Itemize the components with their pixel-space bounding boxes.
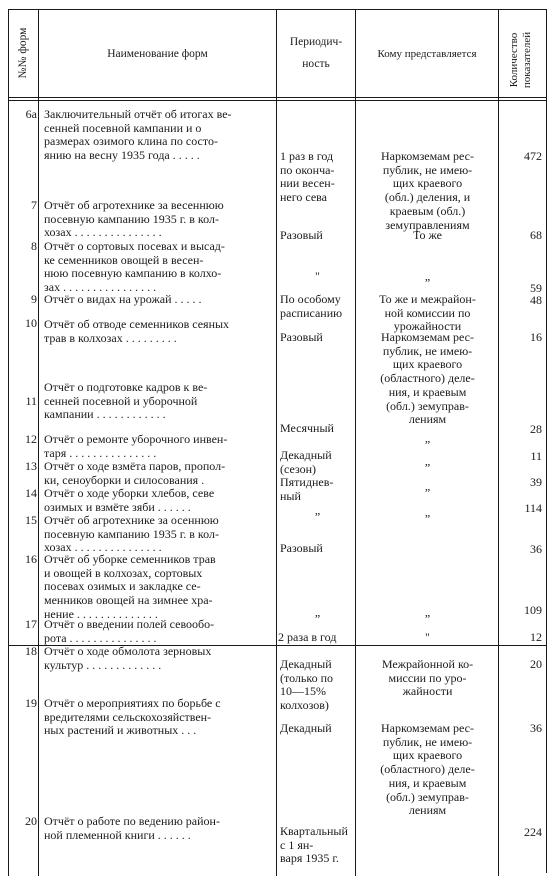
row-form-name: Отчёт об агротехнике за весеннюю посевную кампанию 1935 г. в кол- хозах . . . . . . . . . . . . . . . bbox=[44, 198, 224, 240]
row-indicator-count: 16 bbox=[530, 330, 542, 344]
row-period: Декадный bbox=[280, 721, 332, 735]
row-indicator-count: 28 bbox=[530, 422, 542, 436]
header-period-line: ность bbox=[302, 58, 330, 70]
header-recipient-column: Кому представляется bbox=[377, 48, 477, 60]
row-period: По особому расписанию bbox=[280, 292, 343, 320]
header-period-line: Периодич- bbox=[289, 36, 343, 48]
row-form-name: Отчёт о мероприятиях по борьбе с вредителями сельскохозяйствен- ных растений и животных . . . bbox=[44, 696, 221, 738]
row-number: 13 bbox=[25, 459, 37, 473]
row-number: 18 bbox=[25, 644, 37, 658]
row-period: 2 раза в год bbox=[278, 630, 337, 644]
row-indicator-count: 68 bbox=[530, 228, 542, 242]
header-count-column bbox=[508, 14, 536, 106]
row-number: 16 bbox=[25, 552, 37, 566]
row-indicator-count: 59 bbox=[530, 281, 542, 295]
row-form-name: Отчёт о подготовке кадров к ве- сенней посевной и уборочной кампании . . . . . . . . . . . . bbox=[44, 380, 208, 422]
row-number: 9 bbox=[31, 292, 37, 306]
row-recipient: То же и межрайон- ной комиссии по урожайности bbox=[379, 292, 476, 334]
row-indicator-count: 48 bbox=[530, 293, 542, 307]
row-form-name: Отчёт о ремонте уборочного инвен- таря . . . . . . . . . . . . . . . bbox=[44, 432, 228, 460]
row-number: 20 bbox=[25, 814, 37, 828]
column-divider bbox=[498, 9, 499, 876]
row-recipient: „ bbox=[424, 431, 431, 445]
row-form-name: Отчёт об уборке семенников трав и овощей в колхозах, сортовых посевах озимых и закладке се- менников овощей на зимнее хра- нение . . . . . . . . . . . . . . bbox=[44, 552, 216, 621]
row-form-name: Отчёт об агротехнике за осеннюю посевную кампанию 1935 г. в кол- хозах . . . . . . . . . . . . . . . bbox=[44, 513, 219, 555]
row-number: 12 bbox=[25, 432, 37, 446]
row-form-name: Отчёт о сортовых посевах и высад- ке семенников овощей в весен- нюю посевную кампанию в колхо- зах . . . . . . . . . . . . . . . . bbox=[44, 239, 225, 295]
column-divider bbox=[546, 9, 547, 873]
row-recipient: Межрайонной ко- миссии по уро- жайности bbox=[381, 657, 474, 699]
column-divider bbox=[38, 9, 39, 876]
row-form-name: Отчёт о видах на урожай . . . . . bbox=[44, 292, 202, 306]
row-number: 14 bbox=[25, 486, 37, 500]
row-period: „ bbox=[314, 605, 321, 619]
row-form-name: Заключительный отчёт об итогах ве- сенней посевной кампании и о размерах озимого клина по состо- янию на весну 1935 года . . . . . bbox=[44, 107, 232, 163]
row-recipient: " bbox=[425, 630, 430, 644]
row-period: Декадный (только по 10—15% колхозов) bbox=[280, 657, 334, 713]
row-recipient: „ bbox=[424, 454, 431, 468]
row-recipient: Наркомземам рес- публик, не имею- щих краевого (обл.) деления, и краевым (обл.) земуправлениям bbox=[380, 149, 475, 232]
row-indicator-count: 36 bbox=[530, 721, 542, 735]
row-recipient: „ bbox=[424, 479, 431, 493]
row-number: 15 bbox=[25, 513, 37, 527]
row-recipient: „ bbox=[424, 505, 431, 519]
row-period: 1 раз в год по оконча- нии весен- него сева bbox=[280, 149, 335, 205]
row-number: 17 bbox=[25, 617, 37, 631]
row-indicator-count: 12 bbox=[530, 630, 542, 644]
header-bottom-rule bbox=[8, 97, 546, 98]
row-indicator-count: 472 bbox=[524, 149, 542, 163]
row-form-name: Отчёт о введении полей севообо- рота . . . . . . . . . . . . . . . bbox=[44, 617, 215, 645]
row-recipient: Наркомземам рес- публик, не имею- щих краевого (областного) деле- ния, и краевым (обл.) земуправ- лениям bbox=[380, 330, 475, 427]
row-form-name: Отчёт о работе по ведению район- ной племенной книги . . . . . . bbox=[44, 814, 220, 842]
row-period: Пятиднев- ный bbox=[280, 475, 334, 503]
row-indicator-count: 39 bbox=[530, 475, 542, 489]
row-form-name: Отчёт о ходе обмолота зерновых культур . . . . . . . . . . . . . bbox=[44, 644, 212, 672]
header-count-line: Количество bbox=[508, 32, 520, 88]
header-number-column: №№ форм bbox=[17, 27, 29, 79]
header-period-column bbox=[278, 34, 354, 72]
row-indicator-count: 36 bbox=[530, 542, 542, 556]
row-number: 7 bbox=[31, 198, 37, 212]
header-count-line: показателей bbox=[521, 31, 533, 89]
row-number: 6а bbox=[25, 107, 37, 121]
header-top-rule bbox=[8, 9, 546, 10]
row-period: Разовый bbox=[280, 541, 323, 555]
column-divider bbox=[276, 9, 277, 876]
row-form-name: Отчёт об отводе семенников сеяных трав в колхозах . . . . . . . . . bbox=[44, 317, 230, 345]
column-divider bbox=[8, 9, 9, 876]
row-recipient: То же bbox=[413, 228, 442, 242]
column-divider bbox=[355, 9, 356, 876]
row-period: " bbox=[315, 269, 320, 283]
row-form-name: Отчёт о ходе уборки хлебов, севе озимых и взмёте зяби . . . . . . bbox=[44, 486, 215, 514]
header-second-rule bbox=[8, 100, 546, 101]
header-name-column: Наименование форм bbox=[107, 48, 208, 60]
row-indicator-count: 114 bbox=[524, 501, 542, 515]
row-period: „ bbox=[314, 503, 321, 517]
row-number: 10 bbox=[25, 316, 37, 330]
row-recipient: Наркомземам рес- публик, не имею- щих краевого (областного) деле- ния, и краевым (обл.) земуправ- лениям bbox=[380, 721, 475, 818]
row-period: Декадный (сезон) bbox=[280, 448, 332, 476]
row-number: 8 bbox=[31, 239, 37, 253]
row-indicator-count: 20 bbox=[530, 657, 542, 671]
row-period: Квартальный с 1 ян- варя 1935 г. bbox=[280, 824, 348, 866]
row-form-name: Отчёт о ходе взмёта паров, пропол- ки, сеноуборки и силосования . bbox=[44, 459, 226, 487]
row-period: Разовый bbox=[280, 330, 323, 344]
row-number: 19 bbox=[25, 696, 37, 710]
row-number: 11 bbox=[25, 394, 37, 408]
row-recipient: „ bbox=[424, 605, 431, 619]
row-indicator-count: 109 bbox=[524, 603, 542, 617]
row-indicator-count: 11 bbox=[530, 449, 542, 463]
row-period: Разовый bbox=[280, 228, 323, 242]
row-period: Месячный bbox=[280, 421, 334, 435]
row-indicator-count: 224 bbox=[524, 825, 542, 839]
row-recipient: „ bbox=[424, 269, 431, 283]
